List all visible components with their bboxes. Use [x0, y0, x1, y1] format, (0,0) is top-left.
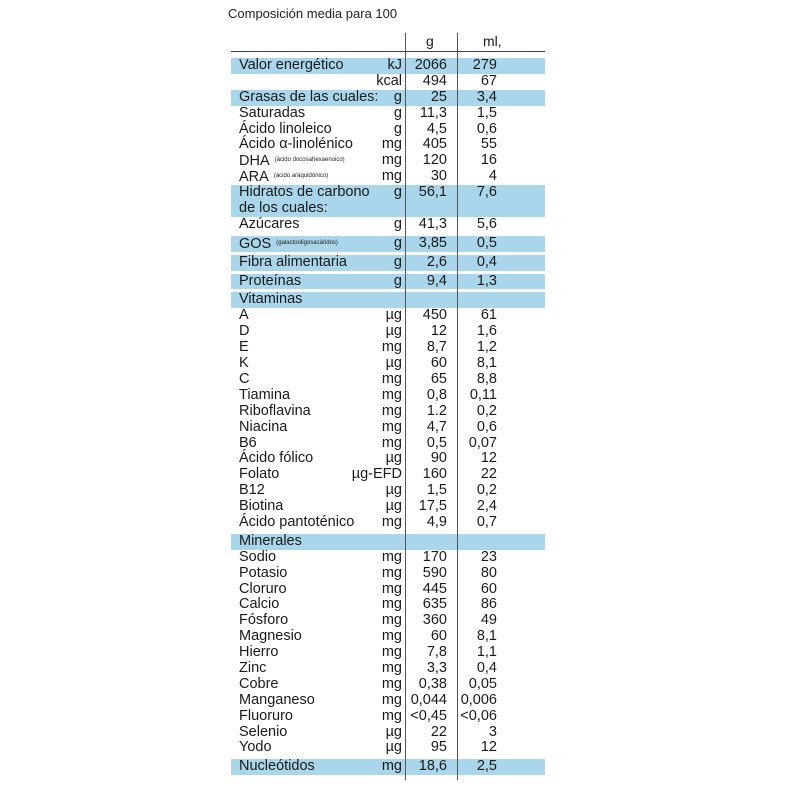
row-label: Magnesio — [239, 628, 302, 645]
row-value-per-100g: 41,3 — [418, 215, 447, 232]
table-row — [231, 740, 545, 756]
row-label: Saturadas — [239, 104, 306, 121]
row-unit: g — [393, 184, 402, 201]
row-label: Sodio — [239, 548, 277, 565]
row-label: Yodo — [239, 739, 272, 756]
row-value-per-100g: 30 — [430, 168, 447, 185]
row-unit: µg — [385, 355, 402, 372]
row-unit: µg — [385, 307, 402, 324]
row-label: C — [239, 370, 250, 387]
table-row — [231, 725, 545, 741]
row-value-per-100ml: 49 — [480, 612, 497, 629]
table-row — [231, 693, 545, 709]
row-value-per-100g: 60 — [430, 355, 447, 372]
row-value-per-100g: 0,5 — [426, 434, 447, 451]
row-unit: kJ — [387, 57, 402, 73]
row-label: Cobre — [239, 675, 279, 692]
table-row — [231, 515, 545, 531]
row-label: Potasio — [239, 564, 288, 581]
row-value-per-100g: 4,9 — [426, 513, 447, 530]
row-value-per-100g: 360 — [422, 612, 447, 629]
table-row — [231, 388, 545, 404]
row-unit: mg — [381, 168, 402, 185]
row-label: Valor energético — [239, 57, 344, 73]
row-label: Ácido linoleico — [239, 120, 332, 137]
table-row — [231, 534, 545, 550]
row-value-per-100ml: 12 — [480, 739, 497, 756]
row-value-per-100g: 0,38 — [418, 675, 447, 692]
row-unit: mg — [381, 402, 402, 419]
row-label-line2: de los cuales: — [239, 200, 328, 217]
row-label: DHA (ácido docosahexaenoico) — [239, 153, 345, 170]
table-row — [231, 372, 545, 388]
table-row — [231, 613, 545, 629]
row-value-per-100ml: 3,4 — [476, 88, 497, 105]
row-value-per-100ml: 8,1 — [476, 628, 497, 645]
table-row — [231, 292, 545, 308]
row-value-per-100ml: 1,2 — [476, 339, 497, 356]
row-label: Ácido pantoténico — [239, 513, 355, 530]
row-value-per-100ml: 61 — [480, 307, 497, 324]
table-row — [231, 483, 545, 499]
row-value-per-100ml: 5,6 — [476, 215, 497, 232]
row-label: Hierro — [239, 644, 279, 661]
row-unit: mg — [381, 418, 402, 435]
row-label: Fluoruro — [239, 707, 293, 724]
row-unit: g — [393, 88, 402, 105]
row-unit: mg — [381, 659, 402, 676]
row-value-per-100g: 445 — [422, 580, 447, 597]
row-value-per-100g: 60 — [430, 628, 447, 645]
row-value-per-100g: 635 — [422, 596, 447, 613]
row-label: ARA (ácido araquidónico) — [239, 169, 329, 186]
row-label: B12 — [239, 482, 265, 499]
row-value-per-100ml: 0,006 — [460, 691, 497, 708]
row-value-per-100ml: 2,5 — [476, 758, 497, 775]
row-label-note: (ácido araquidónico) — [273, 173, 329, 180]
row-label: Biotina — [239, 498, 284, 515]
table-row — [231, 217, 545, 233]
table-row — [231, 106, 545, 122]
row-value-per-100g: 1.2 — [426, 402, 447, 419]
table-row — [231, 550, 545, 566]
row-value-per-100g: 405 — [422, 136, 447, 153]
table-row — [231, 324, 545, 340]
row-value-per-100g: 90 — [430, 450, 447, 467]
row-value-per-100ml: 1,6 — [476, 323, 497, 340]
table-row — [231, 169, 545, 185]
table-row — [231, 451, 545, 467]
row-unit: mg — [381, 612, 402, 629]
row-value-per-100ml: 7,6 — [476, 184, 497, 201]
row-value-per-100ml: 4 — [488, 168, 497, 185]
row-value-per-100ml: 8,8 — [476, 370, 497, 387]
table-row — [231, 436, 545, 452]
table-row — [231, 356, 545, 372]
row-label: Calcio — [239, 596, 280, 613]
row-value-per-100g: 11,3 — [419, 104, 447, 121]
row-label: D — [239, 323, 250, 340]
row-value-per-100g: 494 — [422, 72, 447, 89]
row-unit: mg — [381, 434, 402, 451]
table-row — [231, 677, 545, 693]
row-unit: mg — [381, 675, 402, 692]
table-row — [231, 759, 545, 775]
row-value-per-100ml: 16 — [480, 152, 497, 169]
row-value-per-100g: 18,6 — [418, 758, 447, 775]
row-value-per-100g: 3,85 — [418, 234, 447, 251]
row-label: Fibra alimentaria — [239, 253, 347, 270]
nutrition-table — [231, 33, 545, 775]
row-label: GOS (galactooligosacáridos) — [239, 235, 338, 252]
row-value-per-100g: 12 — [430, 323, 447, 340]
row-unit: mg — [381, 513, 402, 530]
row-label: E — [239, 339, 249, 356]
table-row — [231, 709, 545, 725]
header-ml: ml, — [483, 33, 502, 49]
row-value-per-100g: 2,6 — [426, 253, 447, 270]
table-row — [231, 255, 545, 271]
row-unit: mg — [381, 580, 402, 597]
row-value-per-100g: 0,044 — [410, 691, 447, 708]
row-value-per-100ml: 22 — [480, 466, 497, 483]
table-row — [231, 153, 545, 169]
row-label: Ácido α-linolénico — [239, 136, 353, 153]
row-label: Riboflavina — [239, 402, 311, 419]
row-value-per-100g: 65 — [430, 370, 447, 387]
row-value-per-100g: 160 — [422, 466, 447, 483]
row-value-per-100ml: 0,05 — [468, 675, 497, 692]
row-unit: mg — [381, 758, 402, 775]
row-value-per-100g: 25 — [430, 88, 447, 105]
table-row — [231, 236, 545, 252]
row-value-per-100ml: <0,06 — [460, 707, 497, 724]
row-value-per-100g: 22 — [430, 723, 447, 740]
row-label: Cloruro — [239, 580, 287, 597]
column-divider-ml — [457, 33, 458, 780]
table-row — [231, 645, 545, 661]
row-value-per-100g: 170 — [422, 548, 447, 565]
row-value-per-100g: 1,5 — [426, 482, 447, 499]
row-label: B6 — [239, 434, 257, 451]
row-value-per-100ml: 8,1 — [476, 355, 497, 372]
row-label: Folato — [239, 466, 280, 483]
row-value-per-100g: 3,3 — [426, 659, 447, 676]
row-value-per-100g: 450 — [422, 307, 447, 324]
row-unit: µg — [385, 482, 402, 499]
row-value-per-100g: 9,4 — [426, 272, 447, 289]
row-label: Tiamina — [239, 386, 291, 403]
table-row — [231, 185, 545, 217]
table-row — [231, 90, 545, 106]
row-value-per-100ml: 0,4 — [476, 659, 497, 676]
row-unit: g — [393, 120, 402, 137]
row-value-per-100ml: 60 — [480, 580, 497, 597]
table-row — [231, 582, 545, 598]
row-value-per-100g: 17,5 — [418, 498, 447, 515]
row-unit: mg — [381, 339, 402, 356]
row-label: Selenio — [239, 723, 288, 740]
row-label: Fósforo — [239, 612, 289, 629]
row-unit: mg — [381, 628, 402, 645]
row-value-per-100g: 2066 — [414, 57, 447, 73]
row-label: Hidratos de carbono — [239, 184, 370, 201]
row-unit: g — [393, 215, 402, 232]
row-unit: g — [393, 272, 402, 289]
row-unit: mg — [381, 548, 402, 565]
row-value-per-100ml: 1,5 — [476, 104, 497, 121]
row-unit: mg — [381, 564, 402, 581]
row-unit: µg — [385, 323, 402, 340]
table-row — [231, 499, 545, 515]
table-row — [231, 137, 545, 153]
row-value-per-100g: 7,8 — [426, 644, 447, 661]
row-unit: mg — [381, 691, 402, 708]
row-value-per-100ml: 1,1 — [476, 644, 497, 661]
row-unit: µg — [385, 723, 402, 740]
row-value-per-100ml: 55 — [480, 136, 497, 153]
table-row — [231, 467, 545, 483]
column-divider-g — [405, 33, 406, 780]
row-label: Manganeso — [239, 691, 315, 708]
row-value-per-100ml: 0,2 — [476, 482, 497, 499]
table-row — [231, 404, 545, 420]
row-label: Zinc — [239, 659, 267, 676]
row-unit: mg — [381, 136, 402, 153]
row-value-per-100ml: 67 — [480, 72, 497, 89]
row-label-note: (ácido docosahexaenoico) — [274, 157, 345, 164]
row-unit: mg — [381, 386, 402, 403]
table-row — [231, 58, 545, 74]
row-label: Grasas de las cuales: — [239, 88, 379, 105]
row-unit: g — [393, 253, 402, 270]
row-unit: mg — [381, 644, 402, 661]
row-value-per-100ml: 23 — [480, 548, 497, 565]
row-label: Niacina — [239, 418, 288, 435]
table-caption: Composición media para 100 — [228, 6, 398, 21]
row-label: Azúcares — [239, 215, 300, 232]
table-header — [231, 33, 545, 52]
row-unit: g — [393, 234, 402, 251]
table-body — [231, 58, 545, 775]
row-value-per-100ml: 0,6 — [476, 120, 497, 137]
row-unit: mg — [381, 596, 402, 613]
row-label-note: (galactooligosacáridos) — [276, 239, 338, 246]
row-value-per-100ml: 0,7 — [476, 513, 497, 530]
row-label: Vitaminas — [239, 291, 303, 308]
row-value-per-100g: 56,1 — [418, 184, 447, 201]
row-value-per-100ml: 0,4 — [476, 253, 497, 270]
header-g: g — [426, 33, 434, 49]
row-label: A — [239, 307, 249, 324]
row-value-per-100ml: 12 — [480, 450, 497, 467]
row-unit: mg — [381, 152, 402, 169]
row-value-per-100ml: 80 — [480, 564, 497, 581]
table-row — [231, 629, 545, 645]
table-row — [231, 420, 545, 436]
row-label: Minerales — [239, 532, 302, 549]
row-value-per-100g: 4,5 — [426, 120, 447, 137]
table-row — [231, 308, 545, 324]
row-label: Nucleótidos — [239, 758, 315, 775]
row-unit: µg — [385, 739, 402, 756]
row-unit: µg-EFD — [351, 466, 402, 483]
row-unit: mg — [381, 707, 402, 724]
row-value-per-100ml: 0,07 — [468, 434, 497, 451]
row-value-per-100ml: 279 — [472, 57, 497, 73]
row-value-per-100g: 590 — [422, 564, 447, 581]
row-label: K — [239, 355, 249, 372]
table-row — [231, 661, 545, 677]
table-row — [231, 274, 545, 290]
row-value-per-100ml: 0,5 — [476, 234, 497, 251]
row-value-per-100ml: 3 — [488, 723, 497, 740]
row-value-per-100ml: 86 — [480, 596, 497, 613]
row-unit: µg — [385, 450, 402, 467]
row-value-per-100g: 120 — [422, 152, 447, 169]
row-unit: kcal — [376, 72, 402, 89]
row-value-per-100ml: 0,2 — [476, 402, 497, 419]
row-unit: mg — [381, 370, 402, 387]
table-row — [231, 566, 545, 582]
row-label: Proteínas — [239, 272, 302, 289]
row-value-per-100ml: 1,3 — [476, 272, 497, 289]
row-unit: µg — [385, 498, 402, 515]
table-row — [231, 340, 545, 356]
row-value-per-100ml: 0,6 — [476, 418, 497, 435]
row-unit: g — [393, 104, 402, 121]
table-row — [231, 74, 545, 90]
row-value-per-100g: <0,45 — [410, 707, 447, 724]
row-value-per-100ml: 2,4 — [476, 498, 497, 515]
row-value-per-100g: 8,7 — [426, 339, 447, 356]
table-row — [231, 597, 545, 613]
row-label: Ácido fólico — [239, 450, 314, 467]
row-value-per-100g: 0,8 — [426, 386, 447, 403]
row-value-per-100ml: 0,11 — [469, 386, 497, 403]
row-value-per-100g: 95 — [430, 739, 447, 756]
row-value-per-100g: 4,7 — [426, 418, 447, 435]
